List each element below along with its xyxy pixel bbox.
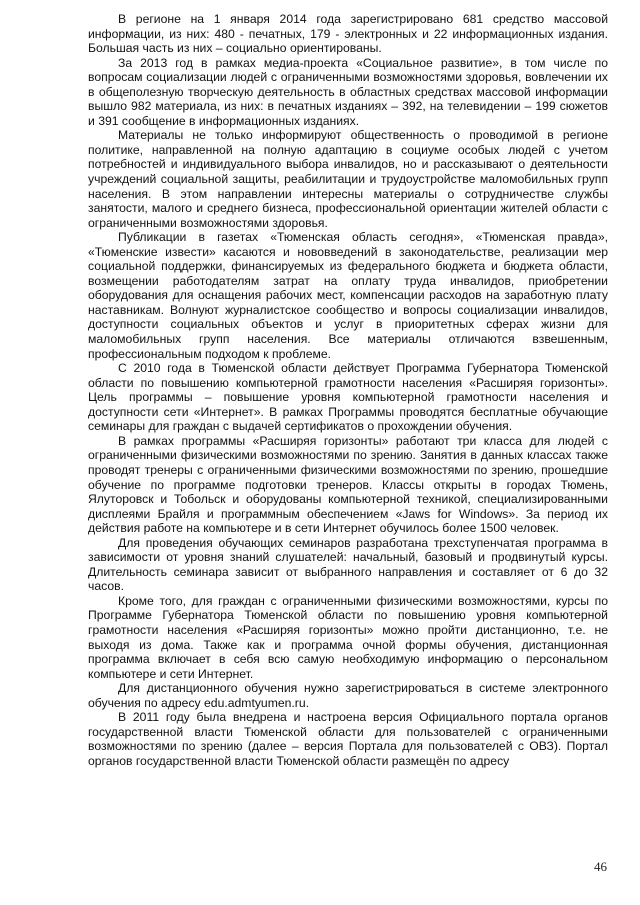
paragraph-visually-impaired-classes: В рамках программы «Расширяя горизонты» работают три класса для людей с ограниченными физическими возможностями по зрению. Занятия в данных классах также проводят тренеры с ограниченными физическими возможностями по зрению, прошедшие обучение по программе подготовки тренеров. Классы открыты в городах Тюмень, Ялуторовск и Тобольск и оборудованы компьютерной техникой, специализированными дисплеями Брайля и программным обеспечением «Jaws for Windows». За период их действия работе на компьютере и в сети Интернет обучилось более 1500 человек. (88, 433, 608, 536)
body-text (88, 12, 608, 768)
paragraph-registration: Для дистанционного обучения нужно зарегистрироваться в системе электронного обучения по адресу edu.admtyumen.ru. (88, 681, 608, 710)
paragraph-newspaper-publications: Публикации в газетах «Тюменская область сегодня», «Тюменская правда», «Тюменские извести» касаются и нововведений в законодательстве, реализации мер социальной поддержки, финансируемых из федерального бюджета и бюджета области, возмещении работодателям затрат на оплату труда инвалидов, приобретении оборудования для оснащения рабочих мест, компенсации расходов на заработную плату наставникам. Волнуют журналистское сообщество и вопросы социализации инвалидов, доступности социальных объектов и услуг в приоритетных сферах жизни для маломобильных групп населения. Все материалы отличаются взвешенным, профессиональным подходом к проблеме. (88, 230, 608, 361)
paragraph-materials-inform: Материалы не только информируют общественность о проводимой в регионе политике, направленной на полную адаптацию в социуме особых людей с учетом потребностей и индивидуального выбора инвалидов, но и рассказывают о деятельности учреждений социальной защиты, реабилитации и трудоустройстве маломобильных групп населения. В этом направлении интересны материалы о сотрудничестве службы занятости, малого и среднего бизнеса, профессиональной ориентации жителей области с ограниченными возможностями здоровья. (88, 128, 608, 230)
paragraph-media-registry: В регионе на 1 января 2014 года зарегистрировано 681 средство массовой информации, из них: 480 - печатных, 179 - электронных и 22 информационных издания. Большая часть из них – социально ориентированы. (88, 12, 608, 56)
paragraph-social-development-project: За 2013 год в рамках медиа-проекта «Социальное развитие», в том числе по вопросам социализации людей с ограниченными возможностями здоровья, вовлечении их в общеполезную творческую деятельность в областных средствах массовой информации вышло 982 материала, из них: в печатных изданиях – 392, на телевидении – 199 сюжетов и 391 сообщение в информационных изданиях. (88, 55, 608, 128)
paragraph-portal-version: В 2011 году была внедрена и настроена версия Официального портала органов государственной власти Тюменской области для пользователей с ограниченными возможностями по зрению (далее – версия Портала для пользователей с ОВЗ). Портал органов государственной власти Тюменской области размещён по адресу (88, 710, 608, 768)
page-number: 46 (594, 859, 607, 874)
paragraph-three-level-program: Для проведения обучающих семинаров разработана трехступенчатая программа в зависимости от уровня знаний слушателей: начальный, базовый и продвинутый курсы. Длительность семинара зависит от выбранного направления и составляет от 6 до 32 часов. (88, 535, 608, 594)
paragraph-expanding-horizons-program: С 2010 года в Тюменской области действует Программа Губернатора Тюменской области по повышению компьютерной грамотности населения «Расширяя горизонты». Цель программы – повышение уровня компьютерной грамотности населения и доступности сети «Интернет». В рамках Программы проводятся бесплатные обучающие семинары для граждан с выдачей сертификатов о прохождении обучения. (88, 361, 608, 434)
paragraph-distance-learning: Кроме того, для граждан с ограниченными физическими возможностями, курсы по Программе Губернатора Тюменской области по повышению уровня компьютерной грамотности населения «Расширяя горизонты» можно пройти дистанционно, т.е. не выходя из дома. Также как и программа очной формы обучения, дистанционная программа включает в себя всю самую необходимую информацию о персональном компьютере и сети Интернет. (88, 593, 608, 681)
